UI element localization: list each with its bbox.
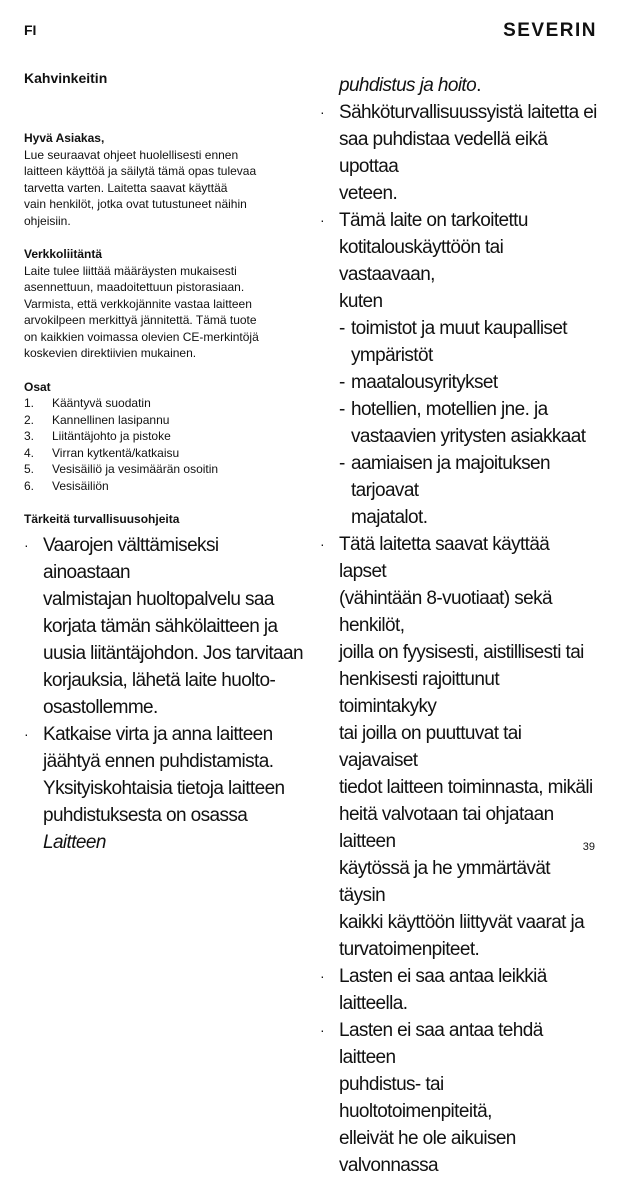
greeting-heading: Hyvä Asiakas, — [24, 131, 105, 145]
bullet-marker: · — [320, 212, 325, 228]
text-line: asennettuun, maadoitettuun pistorasiaan. — [24, 280, 245, 294]
text-line: tiedot laitteen toiminnasta, mikäli — [339, 777, 593, 798]
text-line: Yksityiskohtaisia tietoja laitteen — [43, 777, 285, 799]
list-item: 5. Vesisäiliö ja vesimäärän osoitin — [24, 462, 219, 476]
text-line: Vaarojen välttämiseksi ainoastaan — [43, 534, 219, 583]
text-line: heitä valvotaan tai ohjataan laitteen — [339, 804, 554, 852]
list-item: 1. Kääntyvä suodatin — [24, 396, 151, 410]
safety-bullet — [24, 532, 304, 721]
text-line: korjauksia, lähetä laite huolto- — [43, 669, 276, 691]
text-line: Varmista, että verkkojännite vastaa laitteen — [24, 296, 252, 311]
text-line: tai joilla on puuttuvat tai vajavaiset — [339, 723, 522, 771]
bullet-marker: · — [320, 968, 325, 984]
safety-bullet — [320, 531, 600, 963]
text-line: ohjeisiin. — [24, 213, 71, 228]
text-line: laitteen käyttöä ja säilytä tämä opas tulevaa — [24, 164, 257, 178]
brand-logo: SEVERIN — [503, 20, 597, 41]
text-line: saa puhdistaa vedellä eikä upottaa — [339, 129, 548, 177]
sub-list-item: - aamiaisen ja majoituksen tarjoavat majatalot. — [339, 453, 550, 528]
sub-list-item: - maatalousyritykset — [339, 372, 498, 393]
parts-list — [24, 395, 304, 494]
text-line: Sähköturvallisuussyistä laitetta ei — [339, 102, 597, 123]
list-item: 6. Vesisäiliön — [24, 478, 109, 493]
safety-bullet — [320, 207, 600, 315]
text-line: tarvetta varten. Laitetta saavat käyttää — [24, 180, 228, 195]
text-line: kotitalouskäyttöön tai vastaavaan, — [339, 237, 504, 285]
sub-list-item: - toimistot ja muut kaupalliset ympäristöt — [339, 318, 567, 366]
text-line: kuten — [339, 291, 383, 312]
text-line: vain henkilöt, jotka ovat tutustuneet näihin — [24, 197, 247, 211]
text-line: koskevien direktiivien mukainen. — [24, 346, 197, 360]
safety-heading: Tärkeitä turvallisuusohjeita — [24, 512, 180, 526]
text-line: (vähintään 8-vuotiaat) sekä henkilöt, — [339, 588, 552, 636]
text-line: elleivät he ole aikuisen valvonnassa — [339, 1128, 516, 1176]
list-item: 2. Kannellinen lasipannu — [24, 412, 170, 427]
document-title: Kahvinkeitin — [24, 70, 108, 86]
mains-heading: Verkkoliitäntä — [24, 247, 103, 261]
text-line: jäähtyä ennen puhdistamista. — [43, 750, 274, 772]
text-line: Tätä laitetta saavat käyttää lapset — [339, 534, 550, 582]
text-line: turvatoimenpiteet. — [339, 939, 480, 960]
left-column — [24, 70, 304, 856]
greeting-paragraph — [24, 147, 304, 230]
text-line: käytössä ja he ymmärtävät täysin — [339, 858, 550, 906]
safety-bullet — [320, 1017, 600, 1179]
text-line: puhdistus ja hoito. — [339, 75, 481, 96]
text-line: Katkaise virta ja anna laitteen — [43, 723, 273, 745]
safety-bullet — [320, 963, 600, 1017]
text-line: Lasten ei saa antaa leikkiä laitteella. — [339, 966, 547, 1014]
text-line: valmistajan huoltopalvelu saa — [43, 588, 274, 610]
bullet-marker: · — [320, 1022, 325, 1038]
sub-list-item: - hotellien, motellien jne. ja vastaavien yritysten asiakkaat — [339, 399, 586, 447]
text-line: Tämä laite on tarkoitettu — [339, 210, 528, 231]
bullet-marker: · — [320, 104, 325, 120]
bullet-marker: · — [320, 536, 325, 552]
bullet-marker: · — [24, 536, 29, 553]
text-line: arvokilpeen merkittyä jännitettä. Tämä tuote — [24, 313, 257, 327]
text-line: on kaikkien voimassa olevien CE-merkintöjä — [24, 329, 259, 344]
right-column — [320, 72, 600, 1179]
text-line: Laite tulee liittää määräysten mukaisesti — [24, 263, 237, 278]
text-line: puhdistus- tai huoltotoimenpiteitä, — [339, 1074, 492, 1122]
parts-heading: Osat — [24, 379, 51, 394]
safety-bullet — [320, 99, 600, 207]
page-number: 39 — [582, 841, 595, 853]
text-line: veteen. — [339, 183, 398, 204]
text-line: Lue seuraavat ohjeet huolellisesti ennen — [24, 147, 239, 162]
language-code: FI — [24, 22, 37, 38]
text-line: joilla on fyysisesti, aistillisesti tai — [339, 642, 584, 663]
text-line: Lasten ei saa antaa tehdä laitteen — [339, 1020, 543, 1068]
text-line: uusia liitäntäjohdon. Jos tarvitaan — [43, 642, 303, 664]
list-item: 3. Liitäntäjohto ja pistoke — [24, 429, 171, 443]
text-line: puhdistuksesta on osassa Laitteen — [43, 804, 248, 853]
bullet-marker: · — [24, 725, 29, 742]
text-line: kaikki käyttöön liittyvät vaarat ja — [339, 912, 585, 933]
list-item: 4. Virran kytkentä/katkaisu — [24, 445, 180, 460]
safety-bullet — [24, 721, 304, 856]
text-line: henkisesti rajoittunut toimintakyky — [339, 669, 500, 717]
mains-paragraph — [24, 263, 304, 362]
text-line: korjata tämän sähkölaitteen ja — [43, 615, 278, 637]
text-line: osastollemme. — [43, 696, 158, 718]
